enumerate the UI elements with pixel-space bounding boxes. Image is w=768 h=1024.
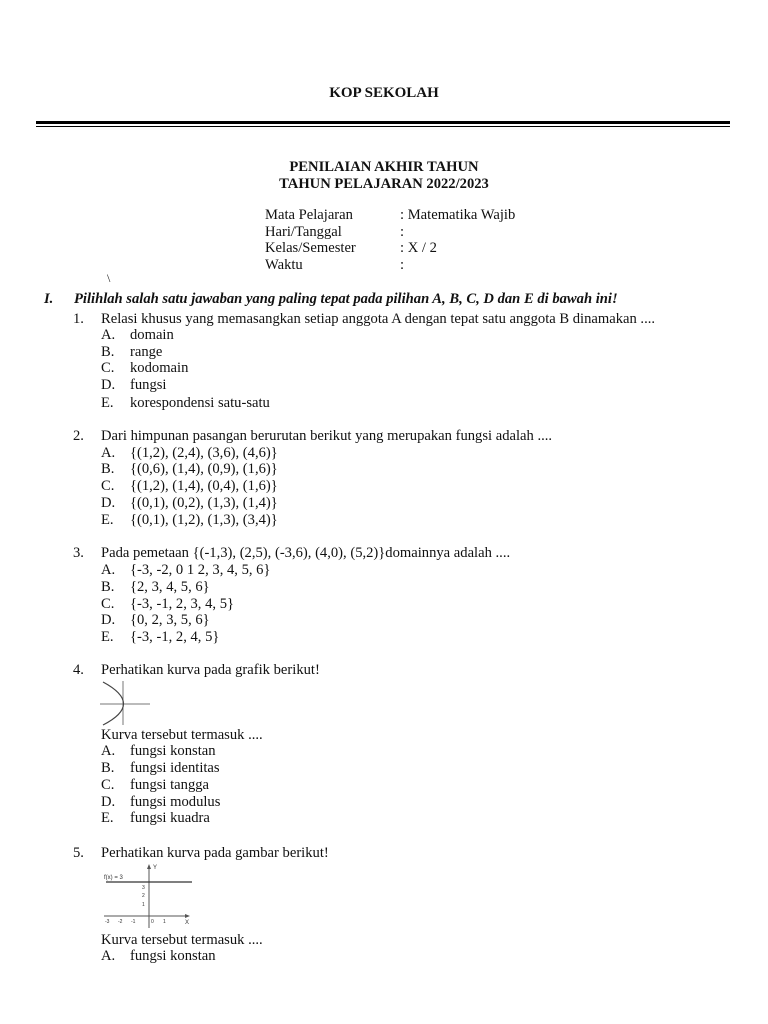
option-letter: A. xyxy=(101,948,116,964)
option-letter: C. xyxy=(101,360,115,376)
y-tick-label: 2 xyxy=(142,893,145,899)
option-text: kodomain xyxy=(130,360,189,376)
meta-value-class: : X / 2 xyxy=(400,240,437,256)
option-text: {0, 2, 3, 5, 6} xyxy=(130,612,210,628)
section-number: I. xyxy=(44,291,54,307)
option-text: {(0,6), (1,4), (0,9), (1,6)} xyxy=(130,461,278,477)
y-axis-arrow xyxy=(147,864,151,869)
option-letter: A. xyxy=(101,445,116,461)
section-instruction xyxy=(44,291,618,308)
exam-title: PENILAIAN AKHIR TAHUN xyxy=(289,159,479,175)
option-letter: B. xyxy=(101,461,115,477)
x-tick-label: 1 xyxy=(163,919,166,925)
letterhead-rule-thin xyxy=(36,126,730,127)
question-number: 4. xyxy=(73,662,84,678)
letterhead-rule-thick xyxy=(36,121,730,124)
meta-label-date: Hari/Tanggal xyxy=(265,224,342,240)
option-letter: D. xyxy=(101,495,116,511)
y-tick-label: 1 xyxy=(142,902,145,908)
constant-function-graph xyxy=(102,862,196,930)
meta-label-subject: Mata Pelajaran xyxy=(265,207,353,223)
option-text: fungsi kuadra xyxy=(130,810,210,826)
option-text: range xyxy=(130,344,163,360)
question-number: 2. xyxy=(73,428,84,444)
option-letter: C. xyxy=(101,478,115,494)
x-tick-label: -2 xyxy=(118,919,123,925)
option-text: fungsi xyxy=(130,377,167,393)
school-letterhead: KOP SEKOLAH xyxy=(329,85,439,101)
section-instruction-text: Pilihlah salah satu jawaban yang paling tepat pada pilihan A, B, C, D dan E di bawah ini! xyxy=(74,291,618,307)
meta-value-date: : xyxy=(400,224,405,240)
option-text: fungsi konstan xyxy=(130,743,216,759)
option-letter: B. xyxy=(101,760,115,776)
option-letter: A. xyxy=(101,327,116,343)
y-axis-label: Y xyxy=(153,865,158,871)
option-text: {-3, -1, 2, 3, 4, 5} xyxy=(130,596,234,612)
option-text: {(1,2), (1,4), (0,4), (1,6)} xyxy=(130,478,278,494)
question-number: 3. xyxy=(73,545,84,561)
x-tick-label: -1 xyxy=(131,919,136,925)
option-letter: E. xyxy=(101,512,114,528)
question-text: Relasi khusus yang memasangkan setiap anggota A dengan tepat satu anggota B dinamakan .... xyxy=(101,311,656,327)
x-tick-label: -3 xyxy=(105,919,110,925)
function-label: f(x) = 3 xyxy=(104,875,123,881)
option-letter: D. xyxy=(101,794,116,810)
x-axis-arrow xyxy=(185,914,190,918)
option-letter: C. xyxy=(101,777,115,793)
option-text: {-3, -2, 0 1 2, 3, 4, 5, 6} xyxy=(130,562,271,578)
option-text: {2, 3, 4, 5, 6} xyxy=(130,579,210,595)
option-text: {(1,2), (2,4), (3,6), (4,6)} xyxy=(130,445,278,461)
option-text: domain xyxy=(130,327,174,343)
option-letter: E. xyxy=(101,629,114,645)
meta-label-time: Waktu xyxy=(265,257,303,273)
question-followup: Kurva tersebut termasuk .... xyxy=(101,727,263,743)
option-text: fungsi modulus xyxy=(130,794,221,810)
option-text: fungsi tangga xyxy=(130,777,210,793)
question-number: 5. xyxy=(73,845,84,861)
option-letter: C. xyxy=(101,596,115,612)
x-tick-label: 0 xyxy=(151,919,154,925)
option-letter: B. xyxy=(101,344,115,360)
question-number: 1. xyxy=(73,311,84,327)
option-letter: D. xyxy=(101,377,116,393)
meta-value-time: : xyxy=(400,257,405,273)
option-text: fungsi identitas xyxy=(130,760,220,776)
question-text: Dari himpunan pasangan berurutan berikut yang merupakan fungsi adalah .... xyxy=(101,428,553,444)
x-axis-label: X xyxy=(185,920,190,926)
question-text: Pada pemetaan {(-1,3), (2,5), (-3,6), (4,0), (5,2)}domainnya adalah .... xyxy=(101,545,511,561)
option-text: fungsi konstan xyxy=(130,948,216,964)
option-letter: B. xyxy=(101,579,115,595)
question-text: Perhatikan kurva pada grafik berikut! xyxy=(101,662,320,678)
y-tick-label: 3 xyxy=(142,885,145,891)
question-followup: Kurva tersebut termasuk .... xyxy=(101,932,263,948)
option-letter: E. xyxy=(101,810,114,826)
meta-label-class: Kelas/Semester xyxy=(265,240,356,256)
option-letter: A. xyxy=(101,743,116,759)
question-text: Perhatikan kurva pada gambar berikut! xyxy=(101,845,329,861)
option-text: korespondensi satu-satu xyxy=(130,395,270,411)
option-letter: D. xyxy=(101,612,116,628)
meta-value-subject: : Matematika Wajib xyxy=(400,207,516,223)
option-text: {(0,1), (0,2), (1,3), (1,4)} xyxy=(130,495,278,511)
option-letter: E. xyxy=(101,395,114,411)
option-letter: A. xyxy=(101,562,116,578)
stray-mark: \ xyxy=(107,271,111,285)
option-text: {(0,1), (1,2), (1,3), (3,4)} xyxy=(130,512,278,528)
option-text: {-3, -1, 2, 4, 5} xyxy=(130,629,220,645)
exam-year: TAHUN PELAJARAN 2022/2023 xyxy=(279,176,489,192)
parabola-graph xyxy=(98,680,154,726)
